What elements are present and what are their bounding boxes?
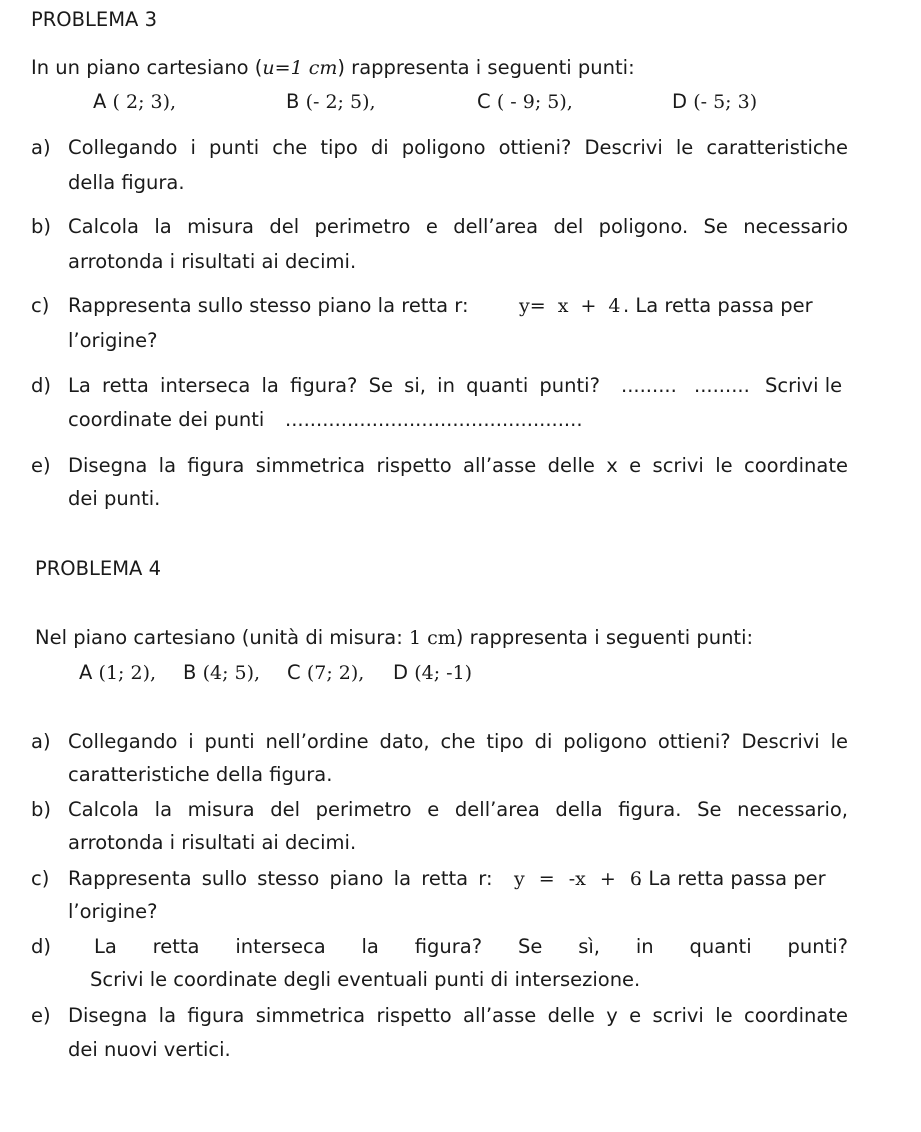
problem-3-point-d — [672, 89, 757, 115]
problem-3-c-equation: y= x + 4 — [519, 295, 621, 317]
problem-4-a-label: a) — [31, 730, 51, 753]
problem-4-point-a — [79, 660, 156, 686]
problem-3-d-line1-post: Scrivi le — [765, 374, 843, 397]
problem-4-d-label: d) — [31, 935, 51, 958]
problem-4-c-line1-pre: Rappresenta sullo stesso piano la retta r: — [68, 867, 493, 890]
point-coords: (7; 2), — [306, 662, 365, 684]
problem-3-intro-pre: In un piano cartesiano ( — [31, 56, 263, 79]
problem-4-b-line2: arrotonda i risultati ai decimi. — [68, 831, 357, 854]
problem-3-c-label: c) — [31, 294, 50, 317]
problem-4-a-line2: caratteristiche della figura. — [68, 763, 333, 786]
problem-4-title: PROBLEMA 4 — [35, 557, 161, 580]
point-name: A — [93, 90, 107, 113]
problem-3-d-label: d) — [31, 374, 51, 397]
point-name: D — [672, 90, 688, 113]
problem-3-e-line1: Disegna la figura simmetrica rispetto all’asse delle x e scrivi le coordinate — [68, 454, 848, 477]
point-name: C — [477, 90, 491, 113]
point-coords: (- 2; 5), — [305, 91, 376, 113]
point-coords: (4; -1) — [414, 662, 473, 684]
problem-3-b-label: b) — [31, 215, 51, 238]
problem-4-intro — [35, 625, 753, 651]
problem-3-e-line2: dei punti. — [68, 487, 161, 510]
problem-3-b-line2: arrotonda i risultati ai decimi. — [68, 250, 357, 273]
problem-4-c-equation: y = -x + 6 — [514, 868, 642, 890]
problem-3-d-dots-3: ................................................ — [285, 408, 583, 431]
problem-3-intro — [31, 55, 635, 81]
problem-3-c-line1-post: . La retta passa per — [623, 294, 813, 317]
problem-4-e-label: e) — [31, 1004, 51, 1027]
problem-3-d-line1-pre: La retta interseca la figura? Se si, in quanti punti? — [68, 374, 600, 397]
point-name: D — [393, 661, 409, 684]
point-name: A — [79, 661, 93, 684]
point-coords: ( 2; 3), — [112, 91, 177, 113]
problem-3-d-dots-1: ......... — [621, 374, 677, 397]
problem-4-c-line1-post: . La retta passa per — [636, 867, 826, 890]
problem-3-e-label: e) — [31, 454, 51, 477]
problem-3-c-line2: l’origine? — [68, 329, 158, 352]
point-name: B — [286, 90, 300, 113]
problem-4-e-line1: Disegna la figura simmetrica rispetto all’asse delle y e scrivi le coordinate — [68, 1004, 848, 1027]
problem-3-point-b — [286, 89, 376, 115]
problem-4-c-line2: l’origine? — [68, 900, 158, 923]
problem-4-point-c — [287, 660, 364, 686]
problem-4-b-label: b) — [31, 798, 51, 821]
point-coords: (4; 5), — [202, 662, 261, 684]
problem-3-a-line2: della figura. — [68, 171, 185, 194]
problem-3-point-a — [93, 89, 176, 115]
point-coords: ( - 9; 5), — [496, 91, 573, 113]
problem-4-intro-post: ) rappresenta i seguenti punti: — [455, 626, 754, 649]
problem-4-point-b — [183, 660, 260, 686]
problem-4-a-line1: Collegando i punti nell’ordine dato, che tipo di poligono ottieni? Descrivi le — [68, 730, 848, 753]
problem-4-b-line1: Calcola la misura del perimetro e dell’area della figura. Se necessario, — [68, 798, 848, 821]
problem-4-intro-pre: Nel piano cartesiano (unità di misura: — [35, 626, 403, 649]
problem-3-c-line1-pre: Rappresenta sullo stesso piano la retta r: — [68, 294, 469, 317]
problem-4-unit: 1 cm — [408, 627, 456, 649]
point-coords: (- 5; 3) — [693, 91, 758, 113]
problem-3-title: PROBLEMA 3 — [31, 8, 157, 31]
point-name: C — [287, 661, 301, 684]
problem-3-point-c — [477, 89, 573, 115]
problem-3-a-line1: Collegando i punti che tipo di poligono ottieni? Descrivi le caratteristiche — [68, 136, 848, 159]
problem-3-intro-post: ) rappresenta i seguenti punti: — [337, 56, 635, 79]
problem-3-b-line1: Calcola la misura del perimetro e dell’area del poligono. Se necessario — [68, 215, 848, 238]
problem-4-d-line1: La retta interseca la figura? Se sì, in quanti punti? — [94, 935, 848, 958]
point-name: B — [183, 661, 197, 684]
problem-3-d-line2: coordinate dei punti — [68, 408, 265, 431]
problem-3-unit: u=1 cm — [262, 57, 338, 79]
problem-4-e-line2: dei nuovi vertici. — [68, 1038, 231, 1061]
problem-3-d-dots-2: ......... — [694, 374, 750, 397]
problem-4-point-d — [393, 660, 472, 686]
problem-3-a-label: a) — [31, 136, 51, 159]
problem-4-d-line2: Scrivi le coordinate degli eventuali punti di intersezione. — [90, 968, 641, 991]
problem-4-c-label: c) — [31, 867, 50, 890]
point-coords: (1; 2), — [98, 662, 157, 684]
